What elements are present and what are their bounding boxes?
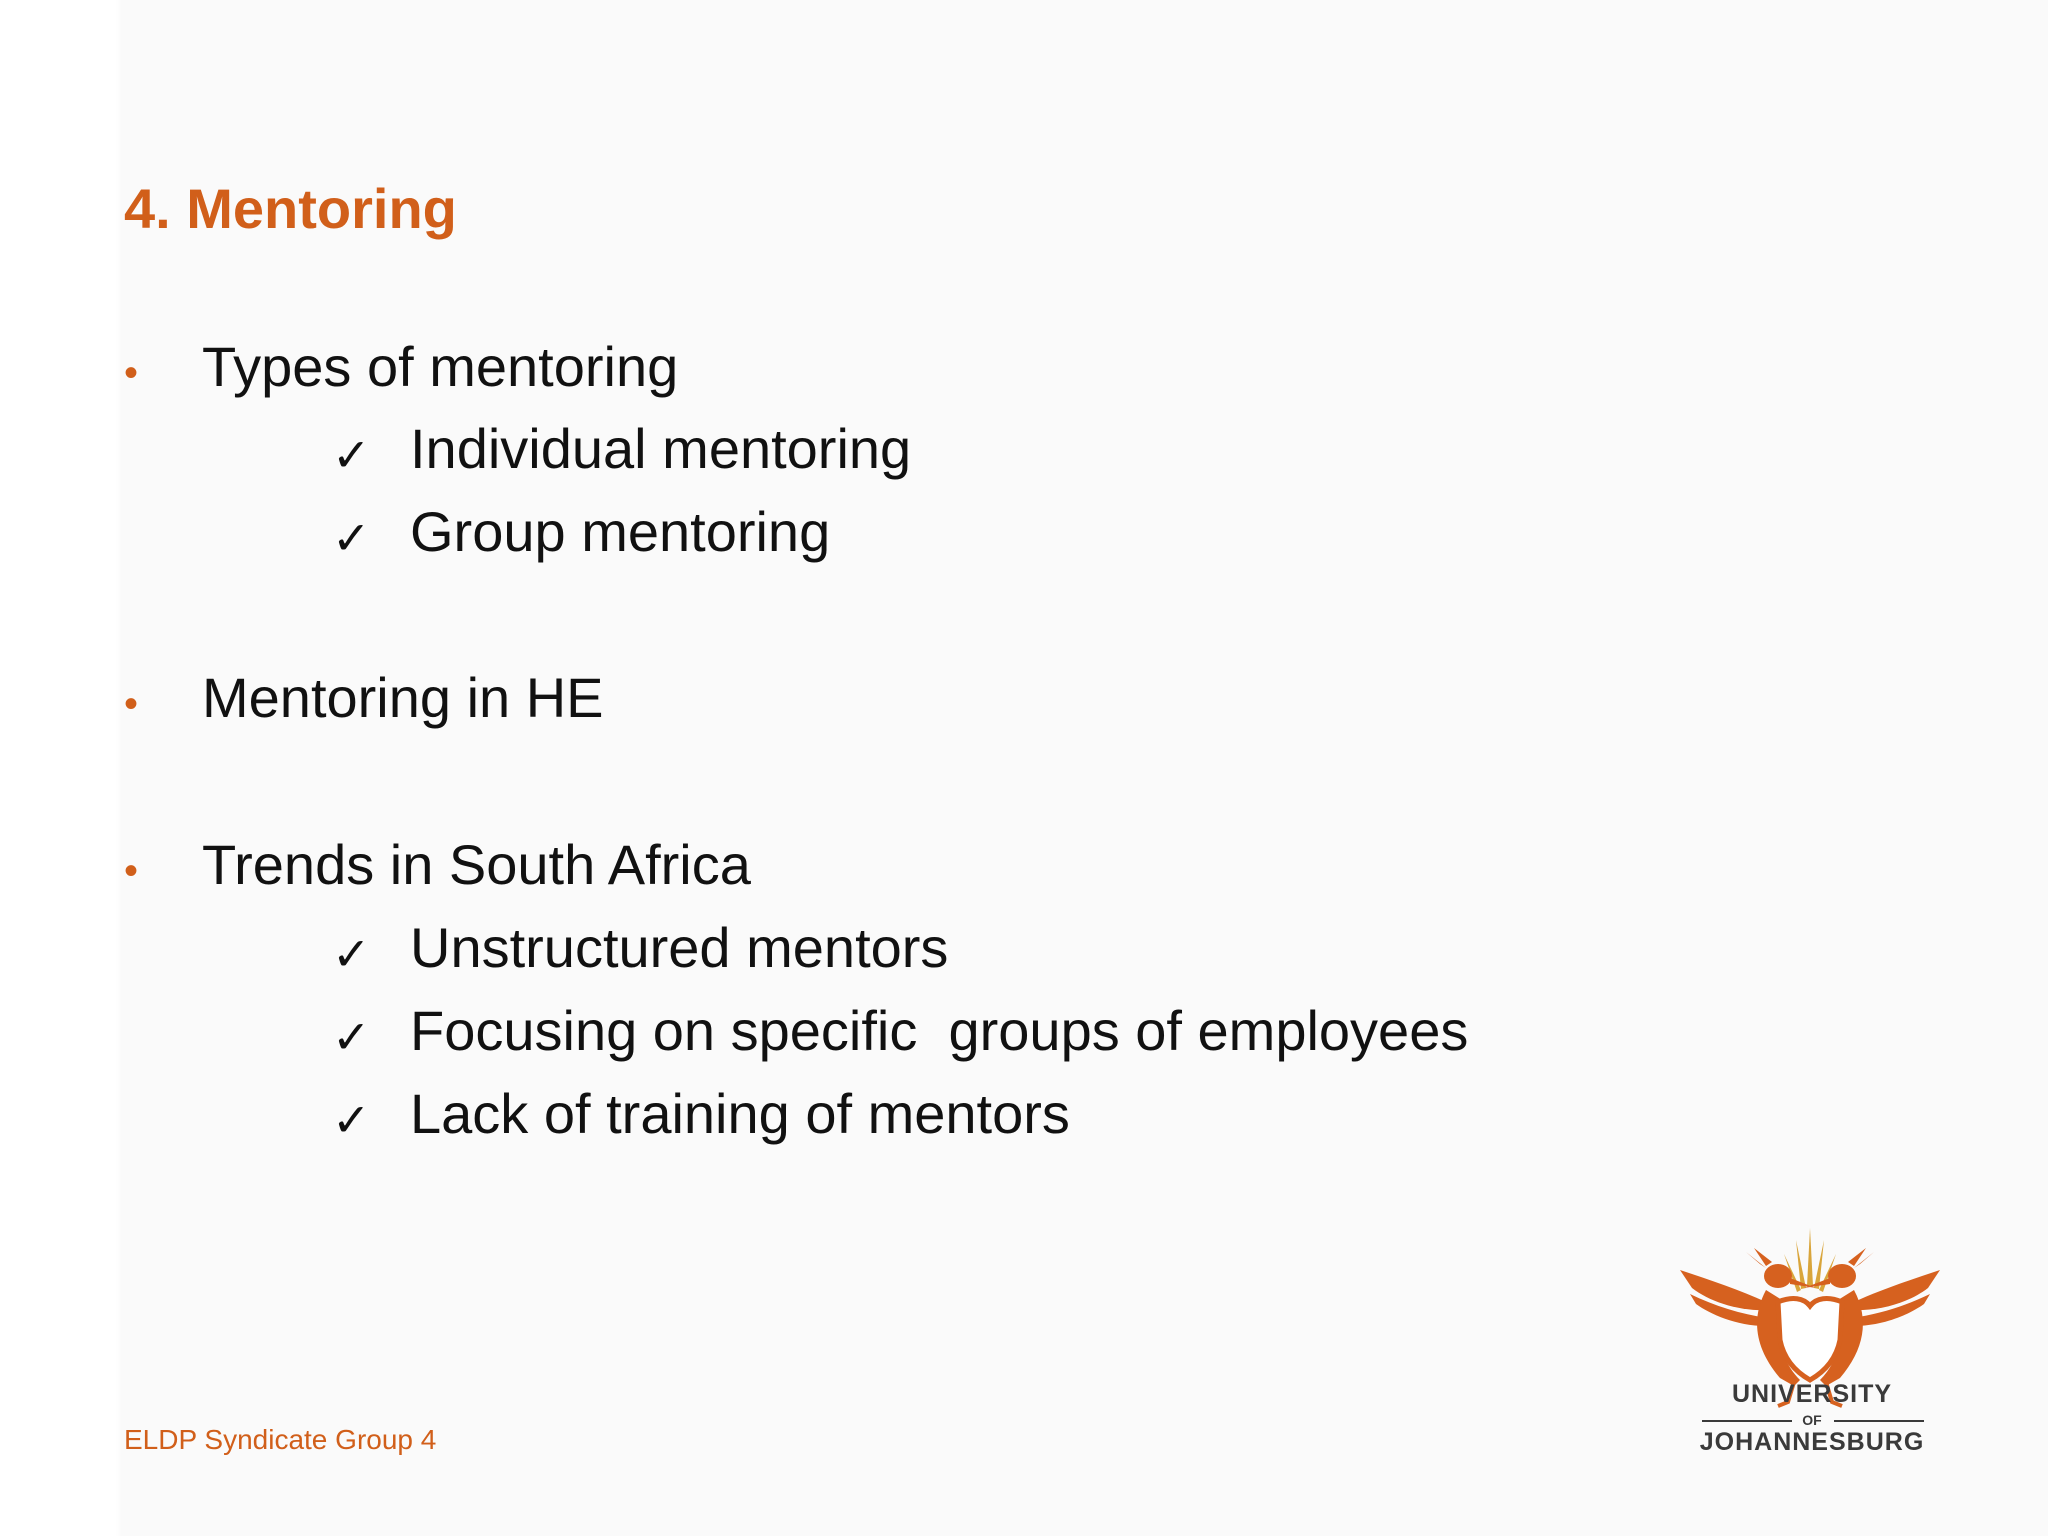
checkmark-icon: ✓: [332, 511, 371, 565]
bullet-marker: •: [124, 351, 139, 395]
bullet-text: Mentoring in HE: [202, 666, 604, 729]
logo-text-university: UNIVERSITY: [1731, 1380, 1893, 1408]
logo-text-of: OF: [1802, 1412, 1822, 1428]
sub-item-text: Focusing on specific groups of employees: [410, 999, 1469, 1062]
slide-title: 4. Mentoring: [124, 177, 457, 240]
sub-item-text: Individual mentoring: [410, 417, 912, 480]
bullet-text: Types of mentoring: [202, 335, 679, 398]
checkmark-icon: ✓: [332, 1010, 371, 1064]
logo-rule-right: [1834, 1420, 1924, 1422]
logo-rule-left: [1702, 1420, 1792, 1422]
bullet-text: Trends in South Africa: [202, 833, 751, 896]
sub-item-text: Group mentoring: [410, 500, 831, 563]
checkmark-icon: ✓: [332, 927, 371, 981]
slide-footer: ELDP Syndicate Group 4: [124, 1424, 437, 1455]
checkmark-icon: ✓: [332, 428, 371, 482]
bullet-marker: •: [124, 682, 139, 726]
logo-text-johannesburg: JOHANNESBURG: [1699, 1428, 1925, 1456]
sub-item-text: Unstructured mentors: [410, 916, 949, 979]
sub-item-text: Lack of training of mentors: [410, 1082, 1070, 1145]
bullet-marker: •: [124, 849, 139, 893]
checkmark-icon: ✓: [332, 1093, 371, 1147]
